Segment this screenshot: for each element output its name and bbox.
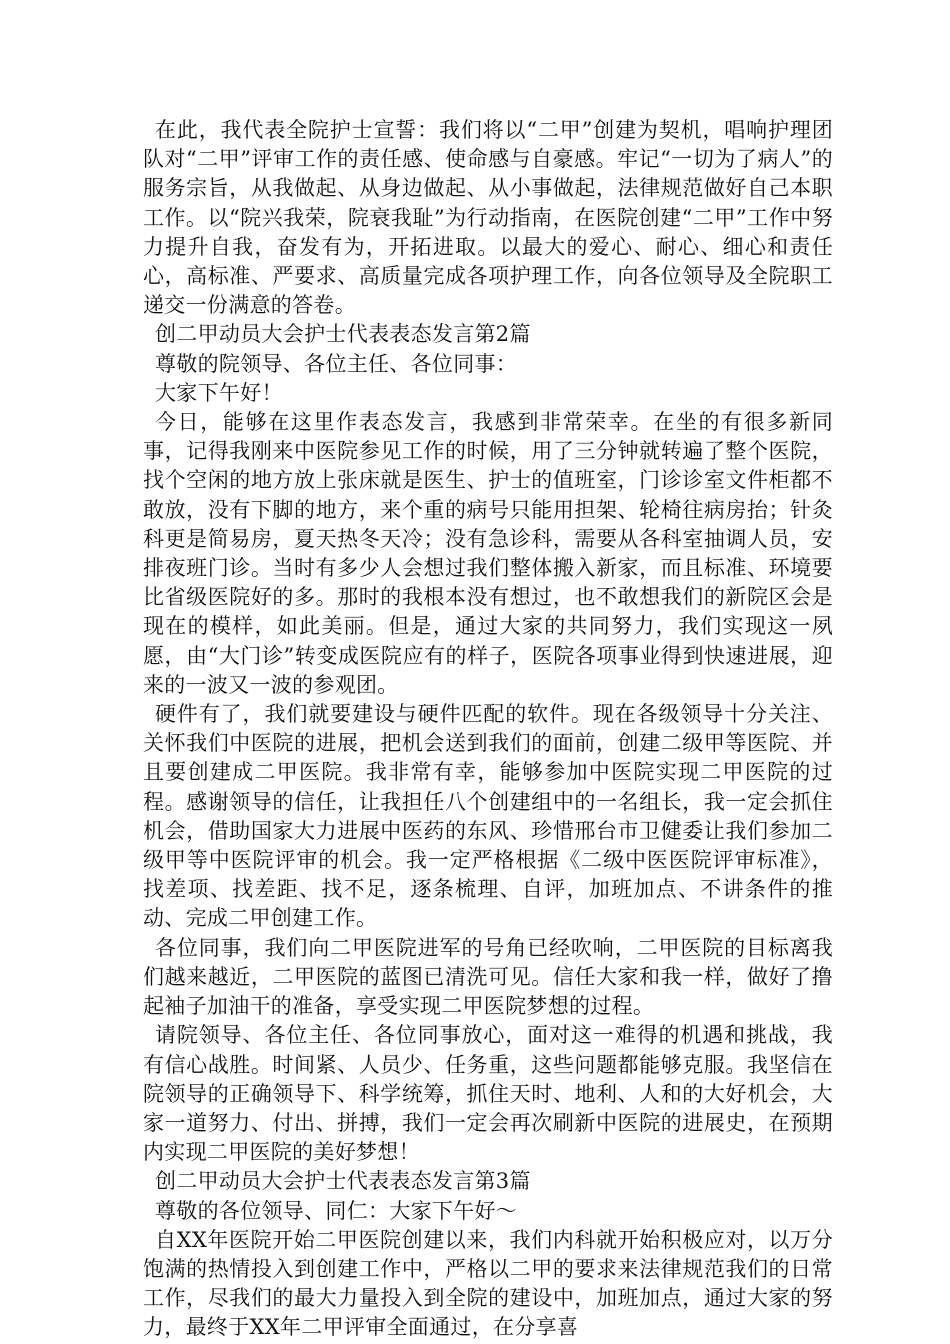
paragraph-confidence: 请院领导、各位主任、各位同事放心，面对这一难得的机遇和挑战，我有信心战胜。时间紧、人员少、任务重，这些问题都能够克服。我坚信在院领导的正确领导下、科学统筹，抓住天时、地利、人和的大好机会，大家一道努力、付出、拼搏，我们一定会再次刷新中医院的进展史，在预期内实现二甲医院的美好梦想！ <box>143 1023 833 1165</box>
section-heading-2: 创二甲动员大会护士代表表态发言第2篇 <box>155 322 531 347</box>
paragraph-history: 今日，能够在这里作表态发言，我感到非常荣幸。在坐的有很多新同事，记得我刚来中医院参见工作的时候，用了三分钟就转遍了整个医院，找个空闲的地方放上张床就是医生、护士的值班室，门诊诊室文件柜都不敢放，没有下脚的地方，来个重的病号只能用担架、轮椅往病房抬；针灸科更是简易房，夏天热冬天冷；没有急诊科，需要从各科室抽调人员，安排夜班门诊。当时有多少人会想过我们整体搬入新家，而且标准、环境要比省级医院好的多。那时的我根本没有想过，也不敢想我们的新院区会是现在的模样，如此美丽。但是，通过大家的共同努力，我们实现这一夙愿，由“大门诊”转变成医院应有的样子，医院各项事业得到快速进展，迎来的一波又一波的参观团。 <box>143 410 833 697</box>
salutation-3: 尊敬的各位领导、同仁：大家下午好～ <box>155 1198 518 1223</box>
paragraph-oath: 在此，我代表全院护士宣誓：我们将以“二甲”创建为契机，唱响护理团队对“二甲”评审工作的责任感、使命感与自豪感。牢记“一切为了病人”的服务宗旨，从我做起、从身边做起、从小事做起，法律规范做好自己本职工作。以“院兴我荣，院衰我耻”为行动指南，在医院创建“二甲”工作中努力提升自我，奋发有为，开拓进取。以最大的爱心、耐心、细心和责任心，高标准、严要求、高质量完成各项护理工作，向各位领导及全院职工递交一份满意的答卷。 <box>143 118 833 318</box>
salutation-2: 尊敬的院领导、各位主任、各位同事： <box>155 351 518 376</box>
document-page <box>143 116 833 1343</box>
paragraph-internal-medicine: 自XX年医院开始二甲医院创建以来，我们内科就开始积极应对，以万分饱满的热情投入到创建工作中，严格以二甲的要求来法律规范我们的日常工作，尽我们的最大力量投入到全院的建设中，加班加点，通过大家的努力，最终于XX年二甲评审全面通过，在分享喜 <box>143 1227 833 1340</box>
section-heading-3: 创二甲动员大会护士代表表态发言第3篇 <box>155 1169 531 1194</box>
greeting-2: 大家下午好！ <box>155 380 283 405</box>
paragraph-colleagues: 各位同事，我们向二甲医院进军的号角已经吹响，二甲医院的目标离我们越来越近，二甲医院的蓝图已清洗可见。信任大家和我一样，做好了撸起袖子加油干的准备，享受实现二甲医院梦想的过程。 <box>143 935 833 1019</box>
paragraph-software: 硬件有了，我们就要建设与硬件匹配的软件。现在各级领导十分关注、关怀我们中医院的进展，把机会送到我们的面前，创建二级甲等医院、并且要创建成二甲医院。我非常有幸，能够参加中医院实现二甲医院的过程。感谢领导的信任，让我担任八个创建组中的一名组长，我一定会抓住机会，借助国家大力进展中医药的东风、珍惜邢台市卫健委让我们参加二级甲等中医院评审的机会。我一定严格根据《二级中医医院评审标准》，找差项、找差距、找不足，逐条梳理、自评，加班加点、不讲条件的推动、完成二甲创建工作。 <box>143 702 833 931</box>
